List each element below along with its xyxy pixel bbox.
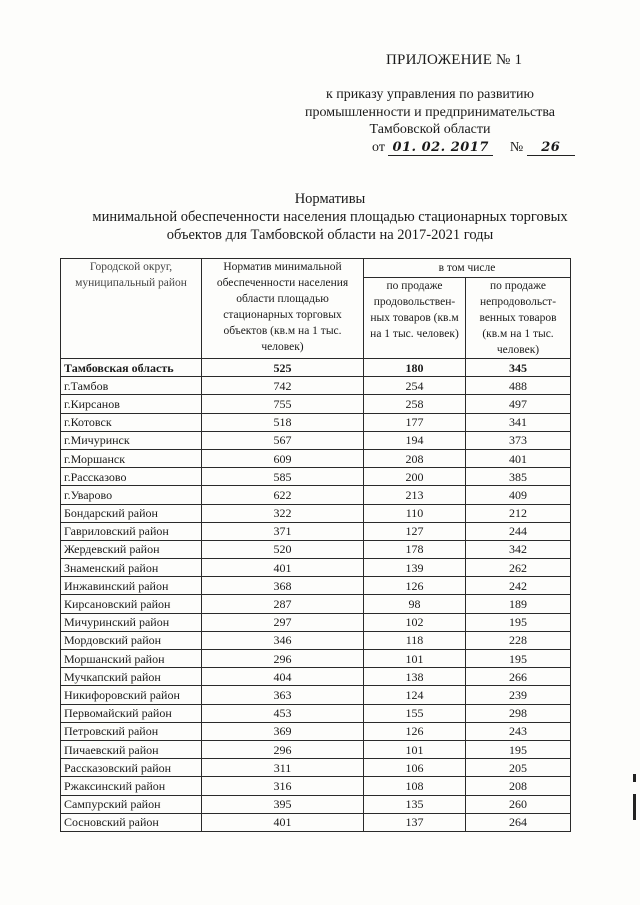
food-norm-cell: 102: [364, 613, 466, 631]
district-name-cell: Никифоровский район: [61, 686, 202, 704]
handwritten-date: 01. 02. 2017: [388, 140, 492, 156]
district-name-cell: Тамбовская область: [61, 359, 202, 377]
district-name-cell: Петровский район: [61, 722, 202, 740]
nonfood-norm-cell: 205: [466, 759, 571, 777]
district-name-cell: г.Мичуринск: [61, 431, 202, 449]
table-row: [61, 449, 571, 467]
food-norm-cell: 106: [364, 759, 466, 777]
title-line: Нормативы: [294, 191, 366, 207]
food-norm-cell: 208: [364, 449, 466, 467]
district-name-cell: Мордовский район: [61, 631, 202, 649]
district-name-cell: Знаменский район: [61, 559, 202, 577]
table-row: [61, 668, 571, 686]
norms-table: [60, 258, 571, 832]
total-norm-cell: 346: [202, 631, 364, 649]
table-row: [61, 468, 571, 486]
total-norm-cell: 453: [202, 704, 364, 722]
total-norm-cell: 371: [202, 522, 364, 540]
title-line: минимальной обеспеченности населения площадью стационарных торговых: [92, 209, 568, 225]
total-norm-cell: 316: [202, 777, 364, 795]
nonfood-norm-cell: 488: [466, 377, 571, 395]
nonfood-norm-cell: 373: [466, 431, 571, 449]
header-district: Городской округ, муниципальный район: [61, 259, 202, 359]
district-name-cell: Рассказовский район: [61, 759, 202, 777]
header-nonfood: по продаже непродовольст-венных товаров (кв.м на 1 тыс. человек): [466, 278, 571, 359]
nonfood-norm-cell: 401: [466, 449, 571, 467]
date-prefix: от: [372, 140, 385, 155]
nonfood-norm-cell: 385: [466, 468, 571, 486]
total-norm-cell: 287: [202, 595, 364, 613]
nonfood-norm-cell: 409: [466, 486, 571, 504]
nonfood-norm-cell: 242: [466, 577, 571, 595]
district-name-cell: Бондарский район: [61, 504, 202, 522]
district-name-cell: Первомайский район: [61, 704, 202, 722]
nonfood-norm-cell: 195: [466, 740, 571, 758]
table-row: [61, 486, 571, 504]
table-row: [61, 522, 571, 540]
district-name-cell: Мучкапский район: [61, 668, 202, 686]
nonfood-norm-cell: 266: [466, 668, 571, 686]
nonfood-norm-cell: 243: [466, 722, 571, 740]
table-row: [61, 395, 571, 413]
district-name-cell: Сосновский район: [61, 813, 202, 831]
district-name-cell: г.Тамбов: [61, 377, 202, 395]
food-norm-cell: 110: [364, 504, 466, 522]
scan-artifact: [633, 774, 636, 782]
food-norm-cell: 180: [364, 359, 466, 377]
table-row: [61, 686, 571, 704]
food-norm-cell: 213: [364, 486, 466, 504]
header-food: по продаже продовольствен-ных товаров (кв.м на 1 тыс. человек): [364, 278, 466, 359]
total-norm-cell: 401: [202, 559, 364, 577]
district-name-cell: Сампурский район: [61, 795, 202, 813]
total-norm-cell: 518: [202, 413, 364, 431]
table-row: [61, 559, 571, 577]
district-name-cell: Моршанский район: [61, 650, 202, 668]
table-row: [61, 704, 571, 722]
nonfood-norm-cell: 497: [466, 395, 571, 413]
total-norm-cell: 401: [202, 813, 364, 831]
food-norm-cell: 118: [364, 631, 466, 649]
table-row: [61, 413, 571, 431]
table-row: [61, 377, 571, 395]
order-line: к приказу управления по развитию: [326, 87, 534, 102]
nonfood-norm-cell: 342: [466, 540, 571, 558]
table-row: [61, 431, 571, 449]
total-norm-cell: 311: [202, 759, 364, 777]
total-norm-cell: 585: [202, 468, 364, 486]
nonfood-norm-cell: 244: [466, 522, 571, 540]
district-name-cell: Инжавинский район: [61, 577, 202, 595]
food-norm-cell: 101: [364, 650, 466, 668]
food-norm-cell: 258: [364, 395, 466, 413]
nonfood-norm-cell: 228: [466, 631, 571, 649]
district-name-cell: г.Уварово: [61, 486, 202, 504]
table-row: [61, 504, 571, 522]
table-row: [61, 759, 571, 777]
food-norm-cell: 178: [364, 540, 466, 558]
nonfood-norm-cell: 298: [466, 704, 571, 722]
nonfood-norm-cell: 345: [466, 359, 571, 377]
table-row: [61, 631, 571, 649]
nonfood-norm-cell: 189: [466, 595, 571, 613]
table-row: [61, 795, 571, 813]
food-norm-cell: 101: [364, 740, 466, 758]
appendix-title: ПРИЛОЖЕНИЕ № 1: [386, 52, 523, 68]
food-norm-cell: 127: [364, 522, 466, 540]
total-norm-cell: 368: [202, 577, 364, 595]
nonfood-norm-cell: 262: [466, 559, 571, 577]
header-norm: Норматив минимальной обеспеченности населения области площадью стационарных торговых объектов (кв.м на 1 тыс. человек): [202, 259, 364, 359]
food-norm-cell: 124: [364, 686, 466, 704]
nonfood-norm-cell: 212: [466, 504, 571, 522]
food-norm-cell: 155: [364, 704, 466, 722]
district-name-cell: г.Моршанск: [61, 449, 202, 467]
total-norm-cell: 742: [202, 377, 364, 395]
total-norm-cell: 322: [202, 504, 364, 522]
food-norm-cell: 137: [364, 813, 466, 831]
total-norm-cell: 567: [202, 431, 364, 449]
district-name-cell: г.Котовск: [61, 413, 202, 431]
district-name-cell: Мичуринский район: [61, 613, 202, 631]
food-norm-cell: 98: [364, 595, 466, 613]
food-norm-cell: 126: [364, 577, 466, 595]
food-norm-cell: 139: [364, 559, 466, 577]
district-name-cell: Кирсановский район: [61, 595, 202, 613]
food-norm-cell: 194: [364, 431, 466, 449]
table-row: [61, 650, 571, 668]
table-row: [61, 595, 571, 613]
table-row: [61, 577, 571, 595]
table-row: [61, 540, 571, 558]
total-norm-cell: 395: [202, 795, 364, 813]
total-norm-cell: 755: [202, 395, 364, 413]
table-row: [61, 777, 571, 795]
total-norm-cell: 404: [202, 668, 364, 686]
nonfood-norm-cell: 264: [466, 813, 571, 831]
district-name-cell: Ржаксинский район: [61, 777, 202, 795]
food-norm-cell: 254: [364, 377, 466, 395]
order-date-line: [372, 140, 575, 156]
food-norm-cell: 138: [364, 668, 466, 686]
total-norm-cell: 297: [202, 613, 364, 631]
nonfood-norm-cell: 341: [466, 413, 571, 431]
table-row: [61, 359, 571, 377]
table-row: [61, 740, 571, 758]
total-norm-cell: 622: [202, 486, 364, 504]
total-norm-cell: 520: [202, 540, 364, 558]
food-norm-cell: 108: [364, 777, 466, 795]
food-norm-cell: 177: [364, 413, 466, 431]
district-name-cell: Гавриловский район: [61, 522, 202, 540]
nonfood-norm-cell: 195: [466, 613, 571, 631]
total-norm-cell: 525: [202, 359, 364, 377]
food-norm-cell: 135: [364, 795, 466, 813]
district-name-cell: г.Рассказово: [61, 468, 202, 486]
document-title: [40, 190, 620, 244]
order-line: промышленности и предпринимательства: [304, 104, 556, 120]
order-reference: [260, 86, 600, 139]
district-name-cell: г.Кирсанов: [61, 395, 202, 413]
nonfood-norm-cell: 208: [466, 777, 571, 795]
total-norm-cell: 363: [202, 686, 364, 704]
total-norm-cell: 296: [202, 740, 364, 758]
scan-artifact: [633, 794, 636, 820]
total-norm-cell: 369: [202, 722, 364, 740]
title-line: объектов для Тамбовской области на 2017-2021 годы: [166, 227, 494, 243]
nonfood-norm-cell: 239: [466, 686, 571, 704]
nonfood-norm-cell: 260: [466, 795, 571, 813]
food-norm-cell: 200: [364, 468, 466, 486]
district-name-cell: Жердевский район: [61, 540, 202, 558]
table-row: [61, 813, 571, 831]
table-body: [61, 359, 571, 832]
table-row: [61, 722, 571, 740]
number-prefix: №: [509, 140, 524, 155]
district-name-cell: Пичаевский район: [61, 740, 202, 758]
total-norm-cell: 609: [202, 449, 364, 467]
total-norm-cell: 296: [202, 650, 364, 668]
order-line: Тамбовской области: [369, 122, 491, 137]
handwritten-number: 26: [527, 140, 575, 156]
nonfood-norm-cell: 195: [466, 650, 571, 668]
header-including: в том числе: [364, 259, 571, 278]
table-row: [61, 613, 571, 631]
food-norm-cell: 126: [364, 722, 466, 740]
